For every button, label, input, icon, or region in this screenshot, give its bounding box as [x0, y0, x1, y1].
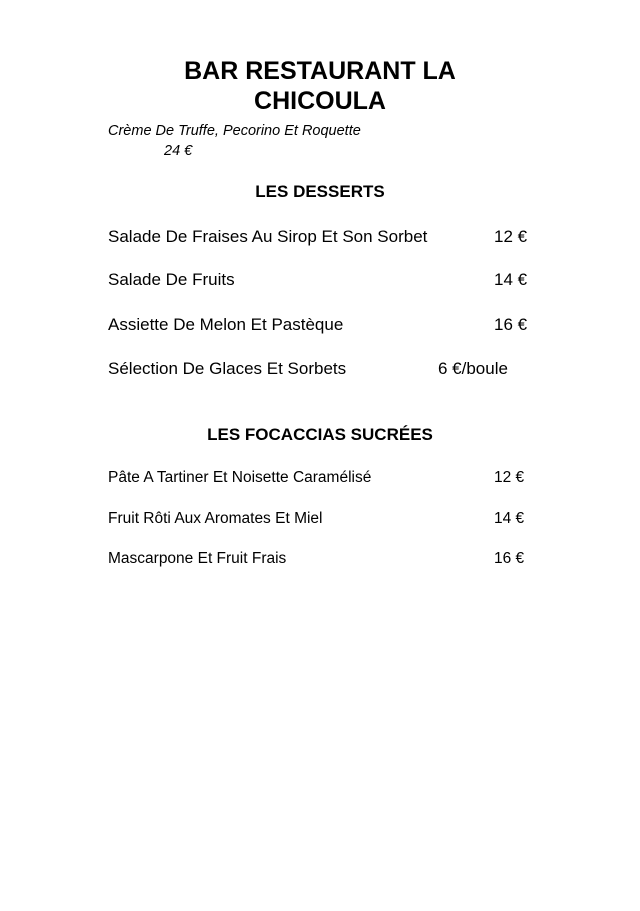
menu-item-name: Fruit Rôti Aux Aromates Et Miel [108, 510, 323, 527]
menu-item-price: 16 € [494, 315, 528, 334]
focaccias-heading: LES FOCACCIAS SUCRÉES [207, 425, 433, 444]
menu-item-name: Sélection De Glaces Et Sorbets [108, 359, 347, 378]
intro-item-price: 24 € [164, 143, 193, 159]
menu-item-name: Assiette De Melon Et Pastèque [108, 315, 344, 334]
menu-item-price: 14 € [494, 270, 528, 289]
page-title [150, 56, 490, 116]
title-line-2: CHICOULA [254, 87, 386, 115]
menu-item-name: Pâte A Tartiner Et Noisette Caramélisé [108, 469, 372, 486]
intro-item-name: Crème De Truffe, Pecorino Et Roquette [108, 123, 361, 139]
desserts-heading: LES DESSERTS [255, 182, 385, 201]
menu-item-price: 12 € [494, 227, 528, 246]
menu-item-price: 6 €/boule [438, 359, 508, 378]
menu-item-price: 14 € [494, 510, 525, 527]
menu-item-price: 12 € [494, 469, 525, 486]
menu-item-name: Salade De Fruits [108, 270, 235, 289]
title-line-1: BAR RESTAURANT LA [184, 57, 456, 85]
menu-item-name: Salade De Fraises Au Sirop Et Son Sorbet [108, 227, 428, 246]
menu-item-price: 16 € [494, 550, 525, 567]
menu-item-name: Mascarpone Et Fruit Frais [108, 550, 287, 567]
